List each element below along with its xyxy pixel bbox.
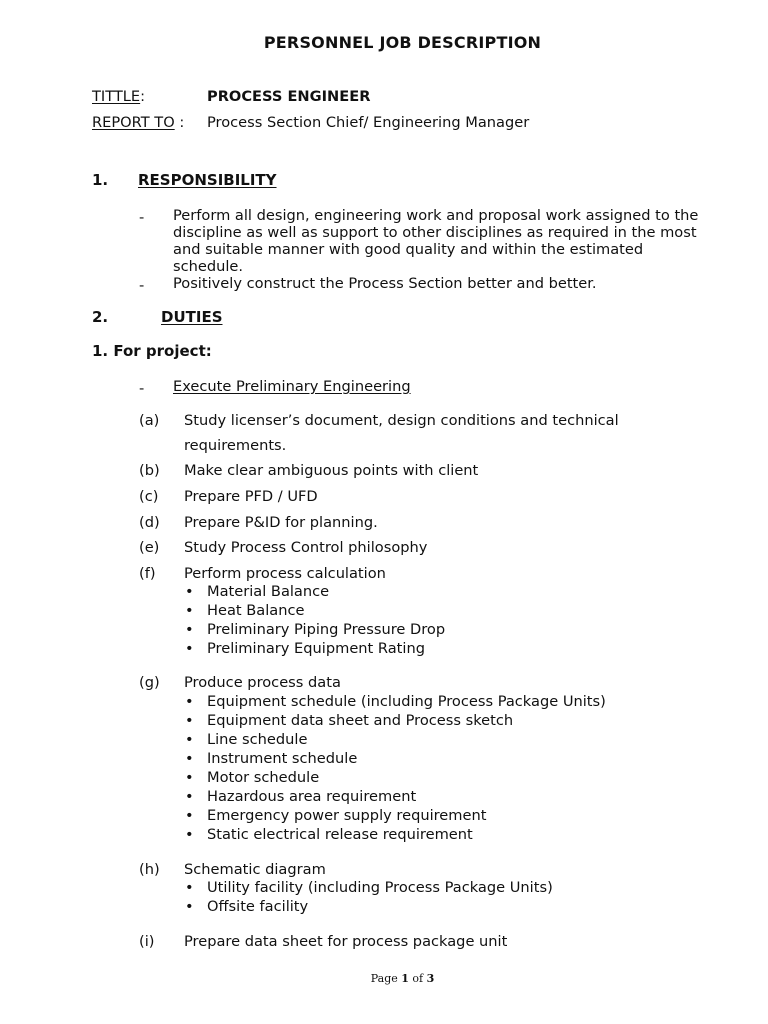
bullet-text: Heat Balance — [207, 602, 305, 619]
bullet-text: Emergency power supply requirement — [207, 807, 487, 824]
title-label: TITTLE — [92, 88, 141, 105]
item-text: Make clear ambiguous points with client — [184, 462, 479, 479]
bullet-icon: • — [185, 769, 194, 786]
section-1-number: 1. — [92, 171, 109, 189]
bullet-text: Instrument schedule — [207, 750, 358, 767]
report-label: REPORT TO — [92, 114, 175, 131]
item-text-continued: requirements. — [184, 437, 287, 454]
bullet-icon: • — [185, 712, 194, 729]
item-label: (f) — [139, 565, 156, 582]
responsibility-item: Positively construct the Process Section better and better. — [173, 275, 597, 292]
page-total: 3 — [426, 972, 435, 985]
item-label: (a) — [139, 412, 160, 429]
item-label: (h) — [139, 861, 160, 878]
bullet-icon: • — [185, 693, 194, 710]
bullet-icon: • — [185, 898, 194, 915]
bullet-icon: • — [185, 640, 194, 657]
bullet-text: Preliminary Piping Pressure Drop — [207, 621, 446, 638]
bullet-text: Utility facility (including Process Package Units) — [207, 879, 553, 896]
bullet-icon: • — [185, 621, 194, 638]
item-text: Produce process data — [184, 674, 341, 691]
bullet-text: Material Balance — [207, 583, 330, 600]
bullet-text: Equipment schedule (including Process Package Units) — [207, 693, 606, 710]
item-label: (d) — [139, 514, 160, 531]
page-footer — [0, 972, 768, 985]
bullet-icon: • — [185, 583, 194, 600]
dash-bullet: - — [139, 380, 145, 397]
bullet-text: Preliminary Equipment Rating — [207, 640, 425, 657]
bullet-icon: • — [185, 788, 194, 805]
bullet-icon: • — [185, 826, 194, 843]
bullet-icon: • — [185, 807, 194, 824]
bullet-text: Motor schedule — [207, 769, 320, 786]
bullet-icon: • — [185, 602, 194, 619]
item-label: (b) — [139, 462, 160, 479]
item-text: Study Process Control philosophy — [184, 539, 428, 556]
bullet-icon: • — [185, 731, 194, 748]
title-label-line — [92, 88, 145, 105]
section-2-heading: DUTIES — [161, 308, 223, 326]
bullet-icon: • — [185, 879, 194, 896]
document-title: PERSONNEL JOB DESCRIPTION — [263, 33, 542, 52]
item-text: Prepare PFD / UFD — [184, 488, 318, 505]
responsibility-item: Perform all design, engineering work and proposal work assigned to the discipline as well as support to other disciplines as required in the most and suitable manner with good quality and within the estimated schedule. — [173, 207, 699, 275]
item-text: Prepare P&ID for planning. — [184, 514, 378, 531]
item-label: (c) — [139, 488, 159, 505]
bullet-text: Line schedule — [207, 731, 308, 748]
item-text: Schematic diagram — [184, 861, 326, 878]
of-word: of — [408, 972, 427, 985]
item-label: (e) — [139, 539, 160, 556]
project-subheading: 1. For project: — [92, 342, 212, 360]
bullet-text: Equipment data sheet and Process sketch — [207, 712, 514, 729]
section-2-number: 2. — [92, 308, 109, 326]
item-text: Prepare data sheet for process package unit — [184, 933, 508, 950]
bullet-icon: • — [185, 750, 194, 767]
preliminary-engineering-heading: Execute Preliminary Engineering — [173, 378, 411, 395]
report-colon: : — [174, 114, 185, 131]
item-label: (g) — [139, 674, 160, 691]
item-text: Perform process calculation — [184, 565, 386, 582]
bullet-text: Static electrical release requirement — [207, 826, 473, 843]
item-text: Study licenser’s document, design conditions and technical — [184, 412, 619, 429]
item-label: (i) — [139, 933, 155, 950]
bullet-text: Hazardous area requirement — [207, 788, 417, 805]
page-number: 1 — [401, 972, 409, 985]
dash-bullet: - — [139, 277, 145, 294]
section-1-heading: RESPONSIBILITY — [138, 171, 277, 189]
title-value: PROCESS ENGINEER — [207, 88, 371, 105]
dash-bullet: - — [139, 209, 145, 226]
report-label-line — [92, 114, 184, 131]
report-value: Process Section Chief/ Engineering Manager — [207, 114, 530, 131]
bullet-text: Offsite facility — [207, 898, 309, 915]
page-word: Page — [370, 972, 402, 985]
title-colon: : — [140, 88, 146, 105]
